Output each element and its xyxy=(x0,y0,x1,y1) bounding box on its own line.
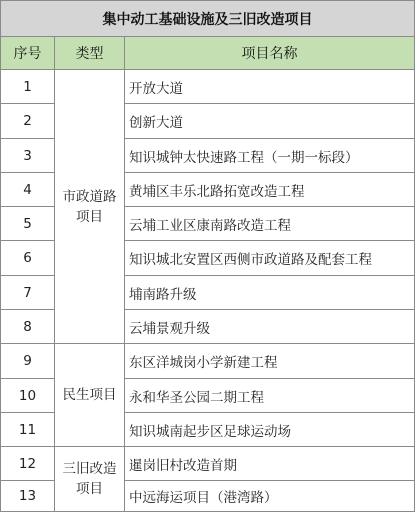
row-number: 10 xyxy=(0,378,55,413)
category-cell xyxy=(54,446,125,512)
project-name-cell: 开放大道 xyxy=(124,69,415,104)
row-number: 7 xyxy=(0,275,55,310)
project-name-cell: 中远海运项目（港湾路） xyxy=(124,480,415,512)
category-label-line: 三旧改造 xyxy=(62,461,117,477)
header-type: 类型 xyxy=(54,36,125,70)
row-number: 5 xyxy=(0,206,55,241)
project-name-cell: 埔南路升级 xyxy=(124,275,415,310)
table-title: 集中动工基础设施及三旧改造项目 xyxy=(0,0,415,37)
category-cell xyxy=(54,343,125,447)
row-number: 1 xyxy=(0,69,55,104)
category-label-line: 项目 xyxy=(76,208,103,225)
category-label-line: 民生项目 xyxy=(62,387,117,403)
row-number: 4 xyxy=(0,172,55,207)
row-number: 6 xyxy=(0,240,55,276)
project-name-cell: 云埔景观升级 xyxy=(124,309,415,344)
project-name-cell: 黄埔区丰乐北路拓宽改造工程 xyxy=(124,172,415,207)
project-name-cell: 暹岗旧村改造首期 xyxy=(124,446,415,481)
project-name-cell: 知识城南起步区足球运动场 xyxy=(124,412,415,447)
project-name-cell: 知识城钟太快速路工程（一期一标段） xyxy=(124,138,415,173)
row-number: 9 xyxy=(0,343,55,379)
row-number: 8 xyxy=(0,309,55,344)
row-number: 12 xyxy=(0,446,55,481)
category-label-line: 市政道路 xyxy=(62,188,117,205)
project-name-cell: 东区洋城岗小学新建工程 xyxy=(124,343,415,379)
row-number: 2 xyxy=(0,103,55,139)
category-label xyxy=(63,385,117,405)
row-number: 13 xyxy=(0,480,55,512)
header-project-name: 项目名称 xyxy=(124,36,415,70)
category-cell xyxy=(54,69,125,344)
category-label xyxy=(63,459,117,499)
row-number: 3 xyxy=(0,138,55,173)
row-number: 11 xyxy=(0,412,55,447)
project-name-cell: 知识城北安置区西侧市政道路及配套工程 xyxy=(124,240,415,276)
project-name-cell: 云埔工业区康南路改造工程 xyxy=(124,206,415,241)
project-name-cell: 创新大道 xyxy=(124,103,415,139)
category-label xyxy=(63,187,117,227)
category-label-line: 项目 xyxy=(76,481,103,497)
header-number: 序号 xyxy=(0,36,55,70)
project-name-cell: 永和华圣公园二期工程 xyxy=(124,378,415,413)
